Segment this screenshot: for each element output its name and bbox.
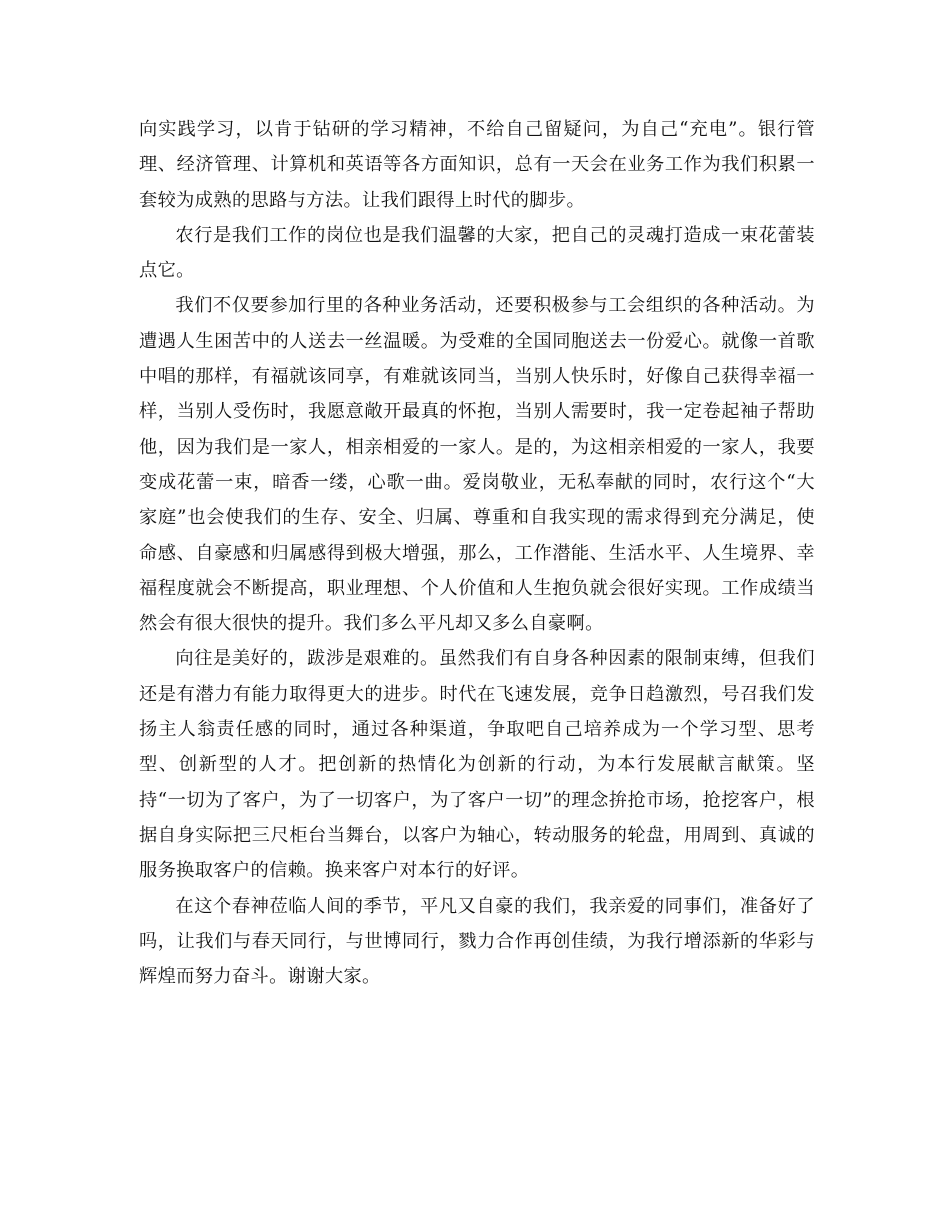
paragraph-4: 向往是美好的，跋涉是艰难的。虽然我们有自身各种因素的限制束缚，但我们还是有潜力有能力取得更大的进步。时代在飞速发展，竞争日趋激烈，号召我们发扬主人翁责任感的同时，通过各种渠道，争取吧自己培养成为一个学习型、思考型、创新型的人才。把创新的热情化为创新的行动，为本行发展献言献策。坚持“一切为了客户，为了一切客户，为了客户一切”的理念拚抢市场，抢挖客户，根据自身实际把三尺柜台当舞台，以客户为轴心，转动服务的轮盘，用周到、真诚的服务换取客户的信赖。换来客户对本行的好评。 <box>139 648 815 882</box>
paragraph-2: 农行是我们工作的岗位也是我们温馨的大家，把自己的灵魂打造成一束花蕾装点它。 <box>139 224 815 282</box>
paragraph-3: 我们不仅要参加行里的各种业务活动，还要积极参与工会组织的各种活动。为遭遇人生困苦中的人送去一丝温暖。为受难的全国同胞送去一份爱心。就像一首歌中唱的那样，有福就该同享，有难就该同当，当别人快乐时，好像自己获得幸福一样，当别人受伤时，我愿意敞开最真的怀抱，当别人需要时，我一定卷起袖子帮助他，因为我们是一家人，相亲相爱的一家人。是的，为这相亲相爱的一家人，我要变成花蕾一束，暗香一缕，心歌一曲。爱岗敬业，无私奉献的同时，农行这个“大家庭”也会使我们的生存、安全、归属、尊重和自我实现的需求得到充分满足，使命感、自豪感和归属感得到极大增强，那么，工作潜能、生活水平、人生境界、幸福程度就会不断提高，职业理想、个人价值和人生抱负就会很好实现。工作成绩当然会有很大很快的提升。我们多么平凡却又多么自豪啊。 <box>139 295 815 635</box>
document-body <box>139 112 815 994</box>
paragraph-1: 向实践学习，以肯于钻研的学习精神，不给自己留疑问，为自己“充电”。银行管理、经济管理、计算机和英语等各方面知识，总有一天会在业务工作为我们积累一套较为成熟的思路与方法。让我们跟得上时代的脚步。 <box>139 119 815 211</box>
paragraph-5: 在这个春神莅临人间的季节，平凡又自豪的我们，我亲爱的同事们，准备好了吗，让我们与春天同行，与世博同行，戮力合作再创佳绩，为我行增添新的华彩与辉煌而努力奋斗。谢谢大家。 <box>139 895 815 988</box>
